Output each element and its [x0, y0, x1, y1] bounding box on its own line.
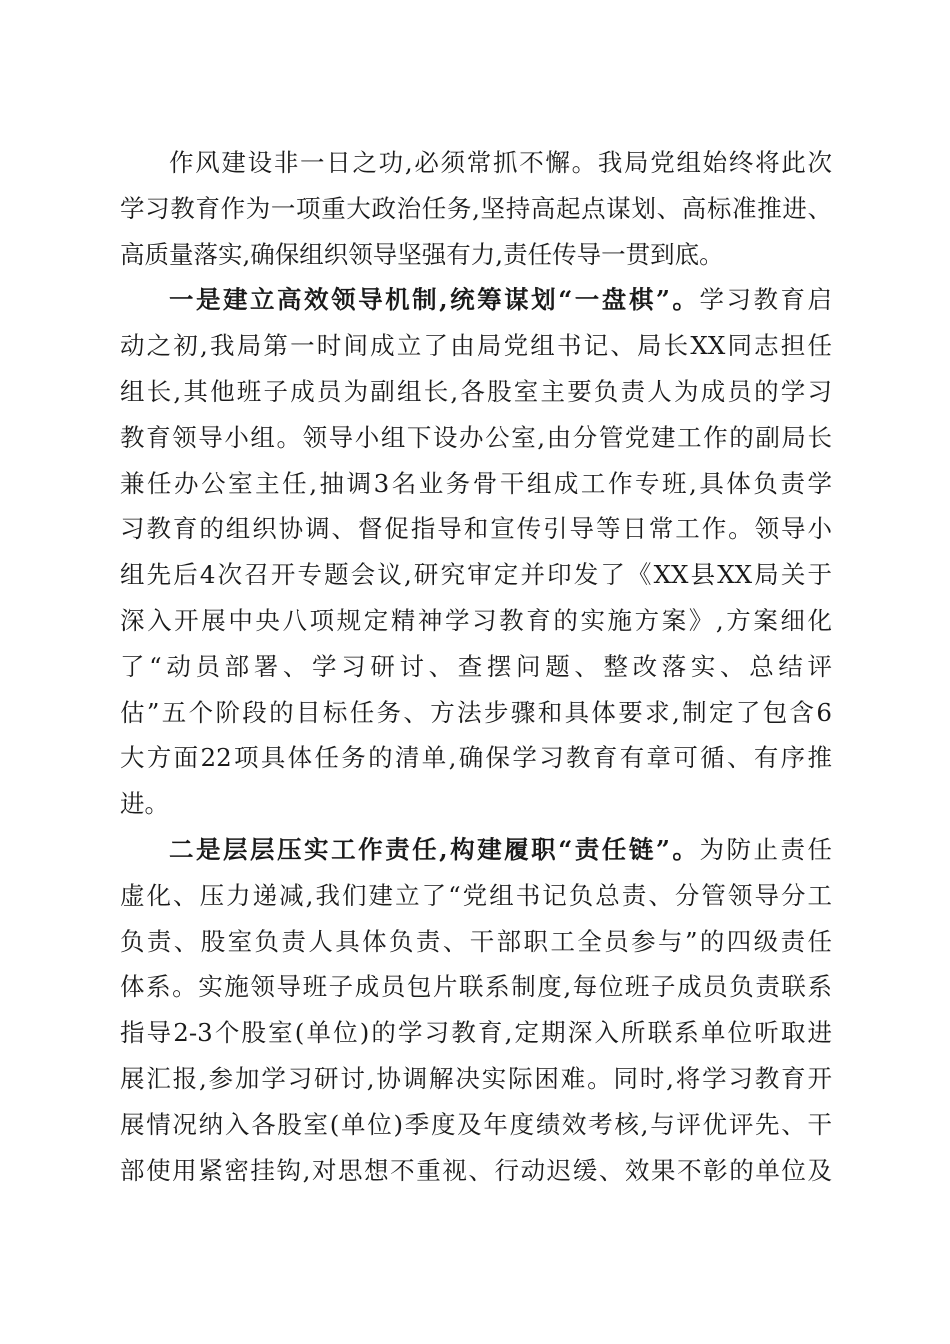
text-line: 组长,其他班子成员为副组长,各股室主要负责人为成员的学习 [120, 376, 832, 406]
text-line: 学习教育作为一项重大政治任务,坚持高起点谋划、高标准推进、 [120, 193, 832, 223]
text-line [120, 827, 832, 873]
text-line: 负责、股室负责人具体负责、干部职工全员参与”的四级责任 [120, 926, 832, 956]
paragraph-leadership-mechanism [120, 277, 832, 827]
text-line: 了“动员部署、学习研讨、查摆问题、整改落实、总结评 [120, 651, 832, 681]
paragraph-heading: 一是建立高效领导机制,统筹谋划“一盘棋”。 [169, 285, 700, 315]
text-line: 兼任办公室主任,抽调3名业务骨干组成工作专班,具体负责学 [120, 468, 832, 498]
text-line: 动之初,我局第一时间成立了由局党组书记、局长XX同志担任 [120, 331, 832, 361]
text-line: 作风建设非一日之功,必须常抓不懈。我局党组始终将此次 [169, 148, 832, 177]
text-line: 展情况纳入各股室(单位)季度及年度绩效考核,与评优评先、干 [120, 1109, 832, 1139]
text-line [120, 277, 832, 323]
text-line: 组先后4次召开专题会议,研究审定并印发了《XX县XX局关于 [120, 560, 832, 590]
text-line: 大方面22项具体任务的清单,确保学习教育有章可循、有序推 [120, 743, 832, 773]
paragraph-intro [120, 140, 832, 277]
text-line: 展汇报,参加学习研讨,协调解决实际困难。同时,将学习教育开 [120, 1063, 832, 1093]
text-line: 指导2-3个股室(单位)的学习教育,定期深入所联系单位听取进 [120, 1018, 832, 1048]
text-line: 体系。实施领导班子成员包片联系制度,每位班子成员负责联系 [120, 972, 832, 1002]
document-body [120, 140, 832, 1193]
text-line: 虚化、压力递减,我们建立了“党组书记负总责、分管领导分工 [120, 880, 832, 910]
text-line: 估”五个阶段的目标任务、方法步骤和具体要求,制定了包含6 [120, 697, 832, 727]
text-line: 习教育的组织协调、督促指导和宣传引导等日常工作。领导小 [120, 514, 832, 544]
text-line: 部使用紧密挂钩,对思想不重视、行动迟缓、效果不彰的单位及 [120, 1155, 832, 1185]
text-run: 学习教育启 [699, 285, 832, 315]
text-line: 深入开展中央八项规定精神学习教育的实施方案》,方案细化 [120, 605, 832, 635]
paragraph-heading: 二是层层压实工作责任,构建履职“责任链”。 [169, 834, 700, 864]
paragraph-responsibility-chain [120, 827, 832, 1193]
text-line: 进。 [120, 789, 169, 819]
text-run: 为防止责任 [699, 834, 832, 864]
text-line: 教育领导小组。领导小组下设办公室,由分管党建工作的副局长 [120, 422, 832, 452]
text-line: 高质量落实,确保组织领导坚强有力,责任传导一贯到底。 [120, 239, 724, 269]
